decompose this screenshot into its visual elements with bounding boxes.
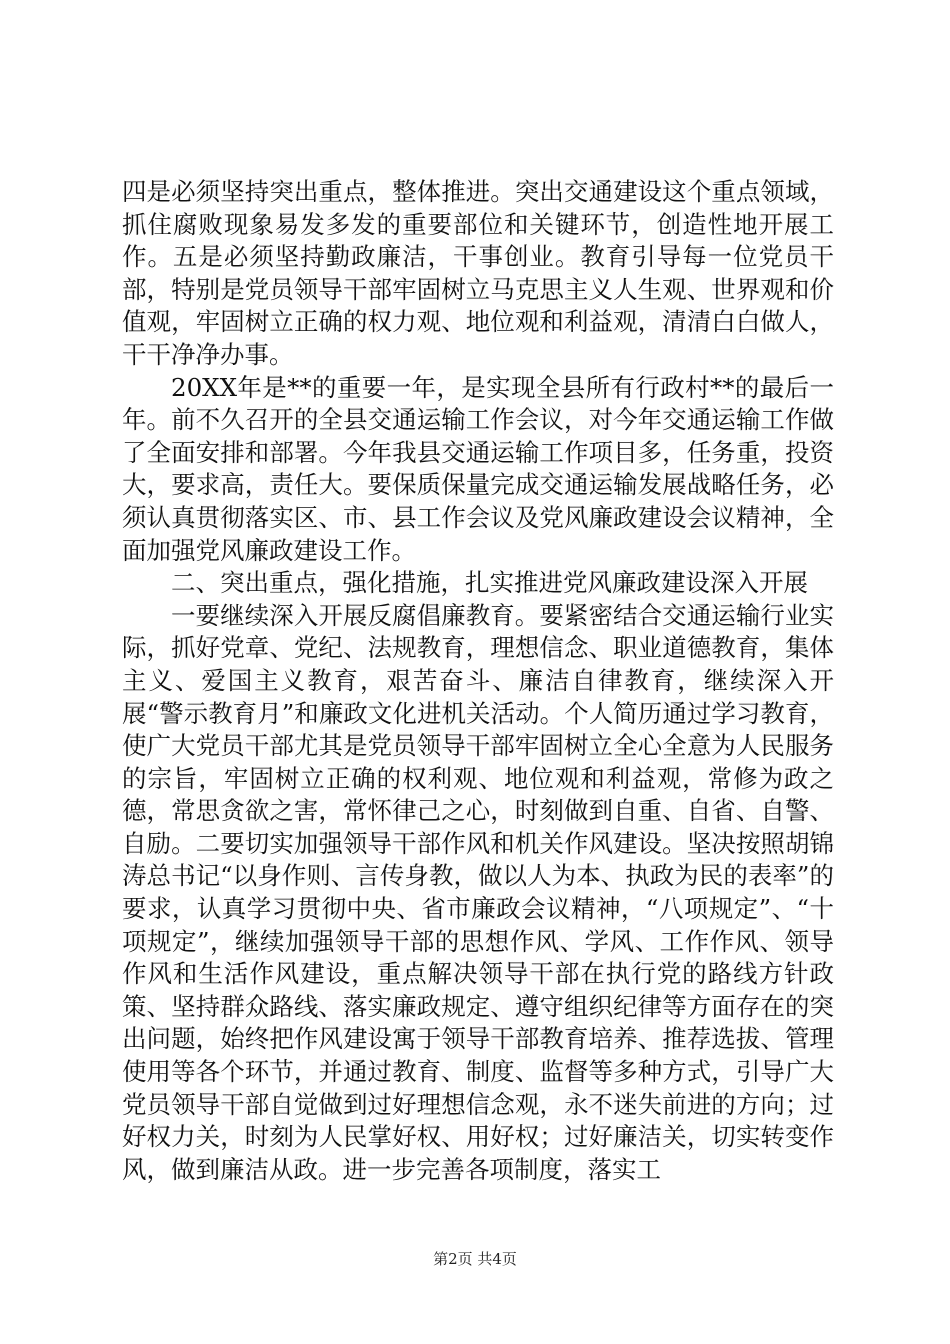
paragraph-3: 一要继续深入开展反腐倡廉教育。要紧密结合交通运输行业实际，抓好党章、党纪、法规教育，理想信念、职业道德教育，集体主义、爱国主义教育，艰苦奋斗、廉洁自律教育，继续深入开展“警示教育月”和廉政文化进机关活动。个人简历通过学习教育，使广大党员干部尤其是党员领导干部牢固树立全心全意为人民服务的宗旨，牢固树立正确的权利观、地位观和利益观，常修为政之德，常思贪欲之害，常怀律己之心，时刻做到自重、自省、自警、自励。二要切实加强领导干部作风和机关作风建设。坚决按照胡锦涛总书记“以身作则、言传身教，做以人为本、执政为民的表率”的要求，认真学习贯彻中央、省市廉政会议精神，“八项规定”、“十项规定”，继续加强领导干部的思想作风、学风、工作作风、领导作风和生活作风建设，重点解决领导干部在执行党的路线方针政策、坚持群众路线、落实廉政规定、遵守组织纪律等方面存在的突出问题，始终把作风建设寓于领导干部教育培养、推荐选拔、管理使用等各个环节，并通过教育、制度、监督等多种方式，引导广大党员领导干部自觉做到过好理想信念观，永不迷失前进的方向；过好权力关，时刻为人民掌好权、用好权；过好廉洁关，切实转变作风，做到廉洁从政。进一步完善各项制度，落实工 — [122, 600, 834, 1184]
page-number-footer: 第2页 共4页 — [433, 1250, 517, 1268]
document-body — [122, 176, 834, 1186]
section-heading: 二、突出重点，强化措施，扎实推进党风廉政建设深入开展 — [171, 568, 808, 598]
paragraph-2: 20XX年是**的重要一年，是实现全县所有行政村**的最后一年。前不久召开的全县交通运输工作会议，对今年交通运输工作做了全面安排和部署。今年我县交通运输工作项目多，任务重，投资大，要求高，责任大。要保质保量完成交通运输发展战略任务，必须认真贯彻落实区、市、县工作会议及党风廉政建设会议精神，全面加强党风廉政建设工作。 — [122, 372, 834, 565]
paragraph-1: 四是必须坚持突出重点，整体推进。突出交通建设这个重点领域，抓住腐败现象易发多发的重要部位和关键环节，创造性地开展工作。五是必须坚持勤政廉洁，干事创业。教育引导每一位党员干部，特别是党员领导干部牢固树立马克思主义人生观、世界观和价值观，牢固树立正确的权力观、地位观和利益观，清清白白做人，干干净净办事。 — [122, 177, 834, 369]
